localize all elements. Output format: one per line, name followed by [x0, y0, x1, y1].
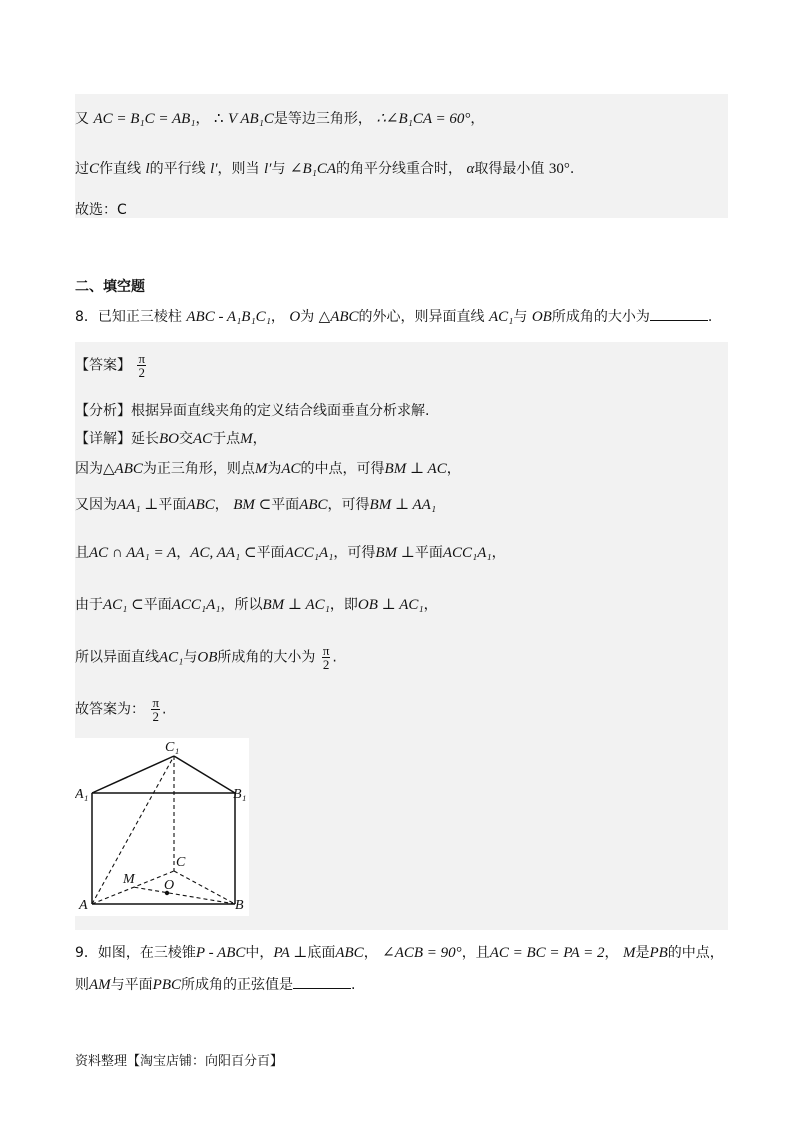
detail-line-4: 且AC ∩ AA₁ = A，AC, AA₁ ⊂平面ACC₁A₁，可得BM ⊥平面ACC₁A₁，: [75, 545, 506, 561]
analysis-line: 【分析】根据异面直线夹角的定义结合线面垂直分析求解.: [75, 403, 430, 419]
footer-text: 资料整理【淘宝店铺：向阳百分百】: [75, 1054, 284, 1069]
question-9-line-2: 则AM与平面PBC所成角的正弦值是 .: [75, 977, 356, 993]
answer-blank: [650, 308, 708, 321]
detail-line-5: 由于AC₁ ⊂平面ACC₁A₁，所以BM ⊥ AC₁，即OB ⊥ AC₁，: [75, 597, 438, 613]
question-8: 8．已知正三棱柱 ABC - A₁B₁C₁， O为 △ABC的外心，则异面直线 AC₁与 OB所成角的大小为 .: [75, 309, 713, 325]
label-b: B: [235, 898, 244, 913]
label-c: C: [176, 855, 186, 870]
answer-fraction: $\frac{\pi}{2}$: [138, 351, 146, 380]
detail-line-3: 又因为AA₁ ⊥平面ABC， BM ⊂平面ABC，可得BM ⊥ AA₁: [75, 497, 437, 513]
detail-line-6: 所以异面直线AC₁与OB所成角的大小为 $\frac{\pi}{2}$ .: [75, 643, 337, 672]
question-9-line-1: 9．如图，在三棱锥P - ABC中，PA ⊥底面ABC， ∠ACB = 90°，且AC = BC = PA = 2， M是PB的中点，: [75, 945, 724, 961]
fraction-pi-over-2-final: $\frac{\pi}{2}$: [152, 695, 160, 724]
fraction-pi-over-2: $\frac{\pi}{2}$: [322, 643, 330, 672]
label-a1: A₁: [75, 787, 89, 802]
answer-line: 【答案】 $\frac{\pi}{2}$: [75, 351, 146, 380]
label-m: M: [123, 872, 135, 887]
label-b1: B₁: [233, 787, 247, 802]
solution-line-2: 过C作直线 l的平行线 l′，则当 l′与 ∠B₁CA的角平分线重合时， α取得最小值 30°.: [75, 161, 575, 177]
section-title: 二、填空题: [75, 279, 145, 295]
answer-blank-q9: [293, 976, 351, 989]
solution-line-3: 故选：C: [75, 202, 127, 218]
detail-line-7: 故答案为： $\frac{\pi}{2}$ .: [75, 695, 167, 724]
detail-line-2: 因为△ABC为正三角形，则点M为AC的中点，可得BM ⊥ AC，: [75, 461, 461, 477]
solution-line-1: 又 AC = B₁C = AB₁， ∴ V AB₁C是等边三角形， ∴∠B₁CA = 60°，: [75, 111, 485, 127]
prism-figure: [75, 738, 249, 916]
detail-line-1: 【详解】延长BO交AC于点M，: [75, 431, 267, 447]
label-c1: C₁: [165, 740, 180, 755]
label-o: O: [164, 878, 175, 893]
label-a: A: [79, 898, 88, 913]
